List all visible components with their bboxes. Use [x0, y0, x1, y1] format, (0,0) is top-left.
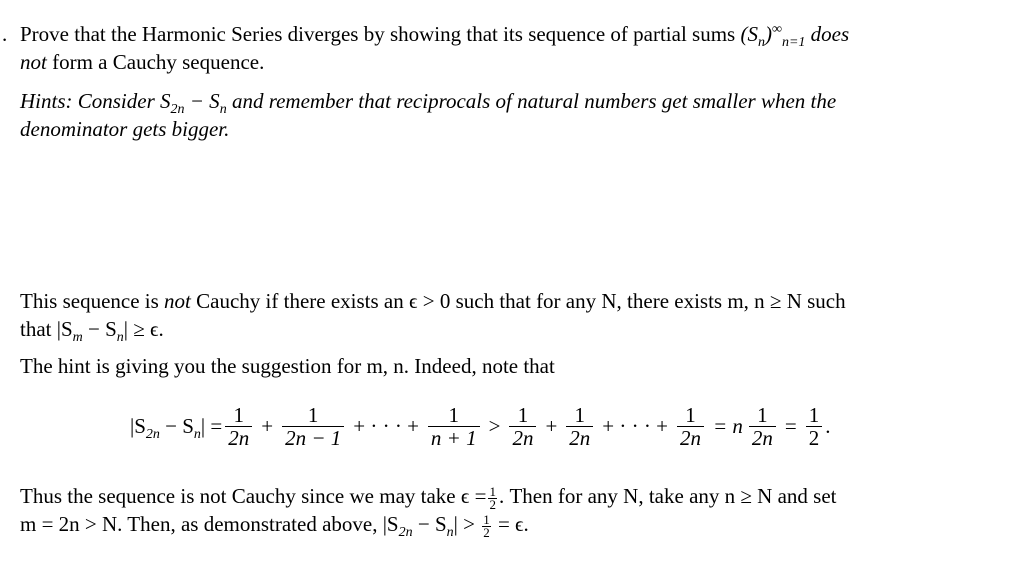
plus-operator-2: +: [545, 413, 558, 438]
answer-paragraph-1-line-2: that $|S_m - S_n| \ge \epsilon$.: [20, 317, 164, 346]
fraction-1-over-2n-b: $\frac{1}{2n}$: [509, 404, 536, 449]
equals-operator: =: [784, 413, 797, 438]
problem-emphasis-not: not: [20, 50, 47, 74]
equation-lhs: $|S_{2n} - S_n|$ =: [130, 413, 223, 442]
ellipsis-sum: + · · · +: [353, 413, 419, 438]
partial-sums-notation: $(S_n)^\infty_{n=1}$: [740, 22, 806, 51]
answer-paragraph-1-line-1: This sequence is not Cauchy if there exists an ϵ > 0 such that for any N, there exists m, n ≥ N such: [20, 289, 846, 313]
problem-line-1: [20, 22, 850, 51]
problem-text-2: form a Cauchy sequence.: [52, 50, 265, 74]
hint-line-2: denominator gets bigger.: [20, 117, 230, 141]
equals-n: = n: [712, 413, 743, 438]
answer-paragraph-2: The hint is giving you the suggestion for m, n. Indeed, note that: [20, 354, 555, 378]
answer-paragraph-3-line-1: Thus the sequence is not Cauchy since we may take ϵ = $\frac{1}{2}$ . Then for any N, take any n ≥ N and set: [20, 483, 837, 512]
equation-period: .: [825, 413, 831, 438]
plus-operator: +: [261, 413, 274, 438]
ellipsis-sum-2: + · · · +: [602, 413, 668, 438]
fraction-1-over-2n-minus-1: $\frac{1}{2n - 1}$: [282, 404, 344, 449]
greater-than-operator: >: [488, 413, 501, 438]
hint-line-1: Hints: Consider $S_{2n} - S_n$ and remember that reciprocals of natural numbers get smaller when the: [20, 89, 837, 118]
problem-emphasis-does: does: [810, 22, 850, 46]
half-fraction: $\frac{1}{2}$: [489, 483, 496, 512]
fraction-1-over-2n-e: $\frac{1}{2n}$: [749, 404, 776, 449]
fraction-1-over-2n: $\frac{1}{2n}$: [225, 404, 252, 449]
fraction-1-over-2n-c: $\frac{1}{2n}$: [566, 404, 593, 449]
answer-paragraph-3-line-2: m = 2n > N. Then, as demonstrated above, $|S_{2n} - S_n|$ > $\frac{1}{2}$ = ϵ.: [20, 511, 529, 541]
answer-emphasis-not: not: [164, 289, 191, 313]
fraction-1-over-n-plus-1: $\frac{1}{n + 1}$: [428, 404, 480, 449]
fraction-1-over-2n-d: $\frac{1}{2n}$: [677, 404, 704, 449]
problem-number-mark: .: [2, 22, 8, 46]
problem-line-2: [20, 50, 264, 74]
display-equation: [130, 396, 830, 456]
fraction-1-over-2: $\frac{1}{2}$: [806, 404, 823, 449]
half-fraction-2: $\frac{1}{2}$: [483, 511, 490, 540]
problem-text: Prove that the Harmonic Series diverges by showing that its sequence of partial sums: [20, 22, 736, 46]
